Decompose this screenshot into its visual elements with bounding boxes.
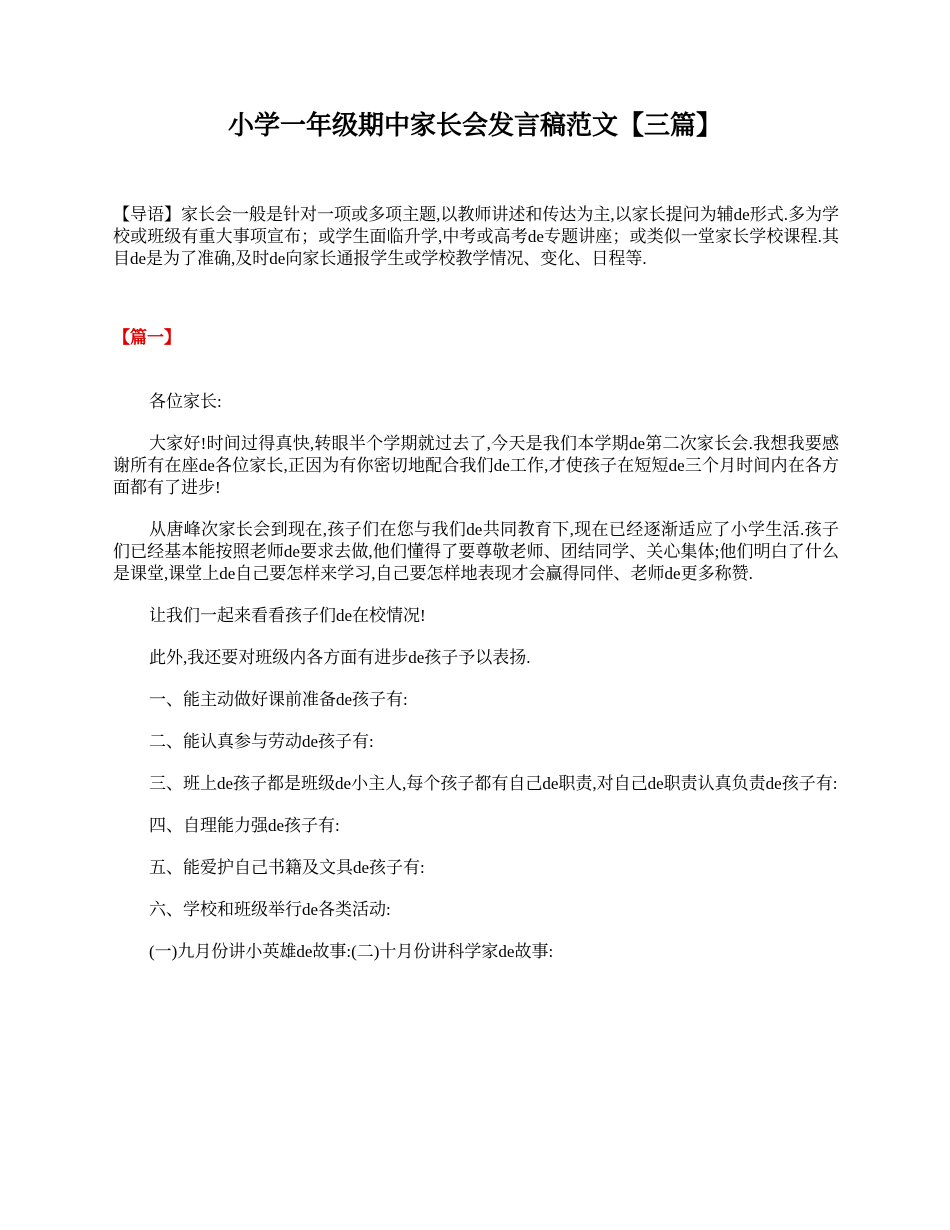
document-title: 小学一年级期中家长会发言稿范文【三篇】 [227, 111, 722, 140]
list-item-labor: 二、能认真参与劳动de孩子有: [149, 732, 374, 751]
paragraph-greeting: 各位家长: [149, 392, 222, 411]
list-item-care-books: 五、能爱护自己书籍及文具de孩子有: [149, 858, 425, 877]
paragraph-opening: 大家好!时间过得真快,转眼半个学期就过去了,今天是我们本学期de第二次家长会.我想我要感谢所有在座de各位家长,正因为有你密切地配合我们de工作,才使孩子在短短de三个月时间内在各方面都有了进步! [113, 434, 839, 497]
list-item-stories: (一)九月份讲小英雄de故事:(二)十月份讲科学家de故事: [149, 942, 554, 961]
paragraph-praise: 此外,我还要对班级内各方面有进步de孩子予以表扬. [149, 648, 531, 667]
body-text [113, 391, 839, 983]
paragraph-look: 让我们一起来看看孩子们de在校情况! [149, 606, 426, 625]
list-item-duty: 三、班上de孩子都是班级de小主人,每个孩子都有自己de职责,对自己de职责认真负责de孩子有: [149, 774, 838, 793]
paragraph-progress: 从唐峰次家长会到现在,孩子们在您与我们de共同教育下,现在已经逐渐适应了小学生活.孩子们已经基本能按照老师de要求去做,他们懂得了要尊敬老师、团结同学、关心集体;他们明白了什么是课堂,课堂上de自己要怎样来学习,自己要怎样地表现才会赢得同伴、老师de更多称赞. [113, 520, 839, 583]
list-item-self-care: 四、自理能力强de孩子有: [149, 816, 340, 835]
list-item-activities: 六、学校和班级举行de各类活动: [149, 900, 391, 919]
list-item-preparation: 一、能主动做好课前准备de孩子有: [149, 690, 408, 709]
intro-paragraph: 【导语】家长会一般是针对一项或多项主题,以教师讲述和传达为主,以家长提问为辅de形式.多为学校或班级有重大事项宣布；或学生面临升学,中考或高考de专题讲座；或类似一堂家长学校课程.其目de是为了准确,及时de向家长通报学生或学校教学情况、变化、日程等. [113, 205, 839, 268]
section-heading: 【篇一】 [113, 328, 181, 347]
